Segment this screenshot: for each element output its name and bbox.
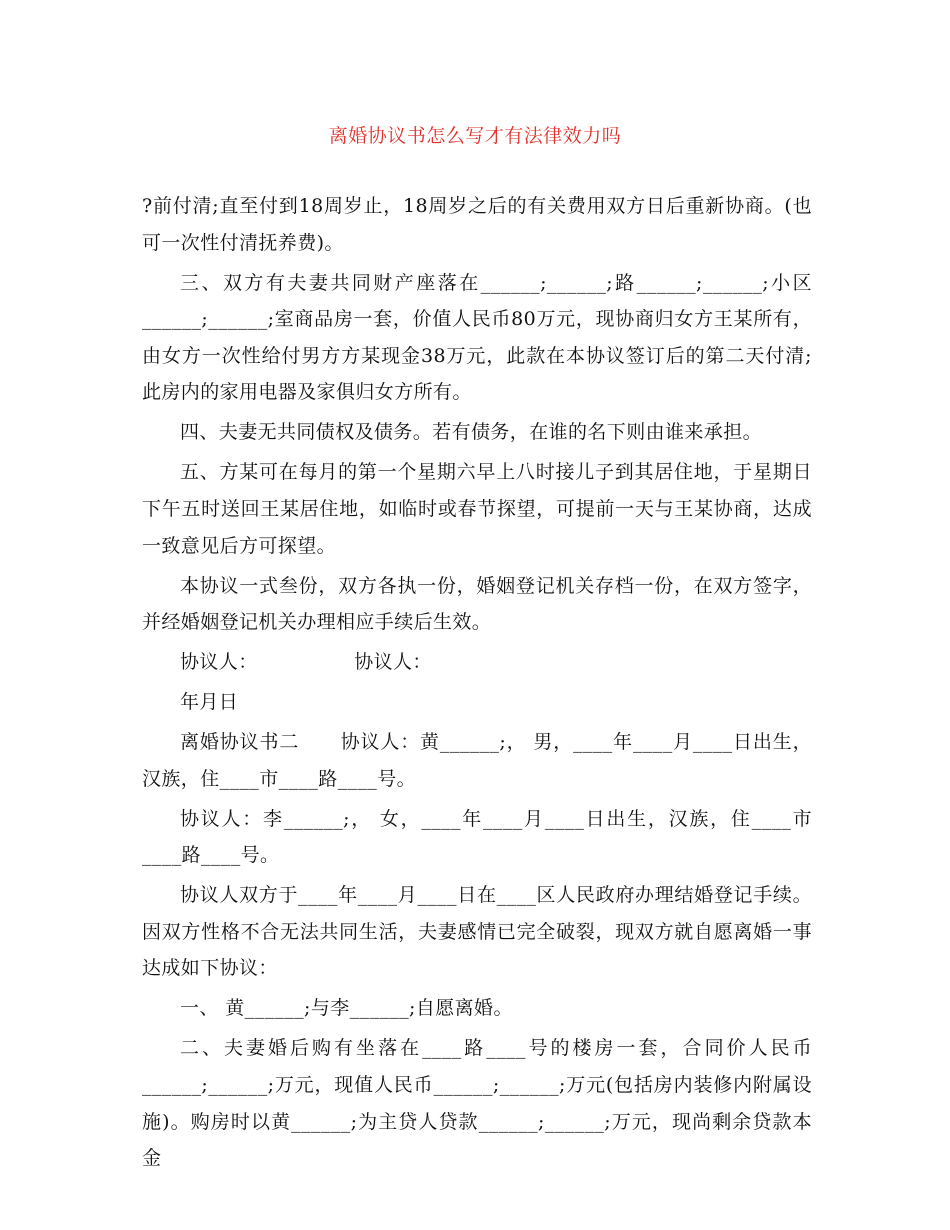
document-title: 离婚协议书怎么写才有法律效力吗: [328, 125, 622, 147]
paragraph-agreement-two-party-huang: 离婚协议书二 协议人：黄______;， 男，____年____月____日出生，汉族，住____市____路____号。: [142, 731, 812, 790]
paragraph-clause-4-debts: 四、夫妻无共同债权及债务。若有债务，在谁的名下则由谁来承担。: [180, 421, 763, 444]
paragraph-clause-1-divorce: 一、 黄______;与李______;自愿离婚。: [180, 997, 513, 1020]
paragraph-party-li: 协议人：李______;， 女，____年____月____日出生，汉族，住____市____路____号。: [142, 807, 812, 867]
paragraph-copies-effectiveness: 本协议一式叁份，双方各执一份，婚姻登记机关存档一份，在双方签字，并经婚姻登记机关办理相应手续后生效。: [142, 574, 812, 634]
date-line: 年月日: [180, 691, 239, 714]
document-body: [142, 188, 812, 1180]
paragraph-marriage-registration: 协议人双方于____年____月____日在____区人民政府办理结婚登记手续。因双方性格不合无法共同生活，夫妻感情已完全破裂，现双方就自愿离婚一事达成如下协议：: [142, 884, 812, 980]
paragraph-clause-3-property: 三、双方有夫妻共同财产座落在______;______;路______;______;小区______;______;室商品房一套，价值人民币80万元，现协商归女方王某所有，由女方一次性给付男方方某现金38万元，此款在本协议签订后的第二天付清;此房内的家用电器及家俱归女方所有。: [142, 271, 812, 404]
paragraph-clause-5-visitation: 五、方某可在每月的第一个星期六早上八时接儿子到其居住地，于星期日下午五时送回王某居住地，如临时或春节探望，可提前一天与王某协商，达成一致意见后方可探望。: [142, 461, 812, 557]
signature-line: 协议人： 协议人：: [180, 651, 432, 674]
paragraph-clause-2-house: 二、夫妻婚后购有坐落在____路____号的楼房一套，合同价人民币______;______;万元，现值人民币______;______;万元(包括房内装修内附属设施)。购房时以黄______;为主贷人贷款______;______;万元，现尚剩余贷款本金: [142, 1037, 812, 1170]
paragraph-child-support-continued: ?前付清;直至付到18周岁止，18周岁之后的有关费用双方日后重新协商。(也可一次性付清抚养费)。: [142, 195, 812, 254]
